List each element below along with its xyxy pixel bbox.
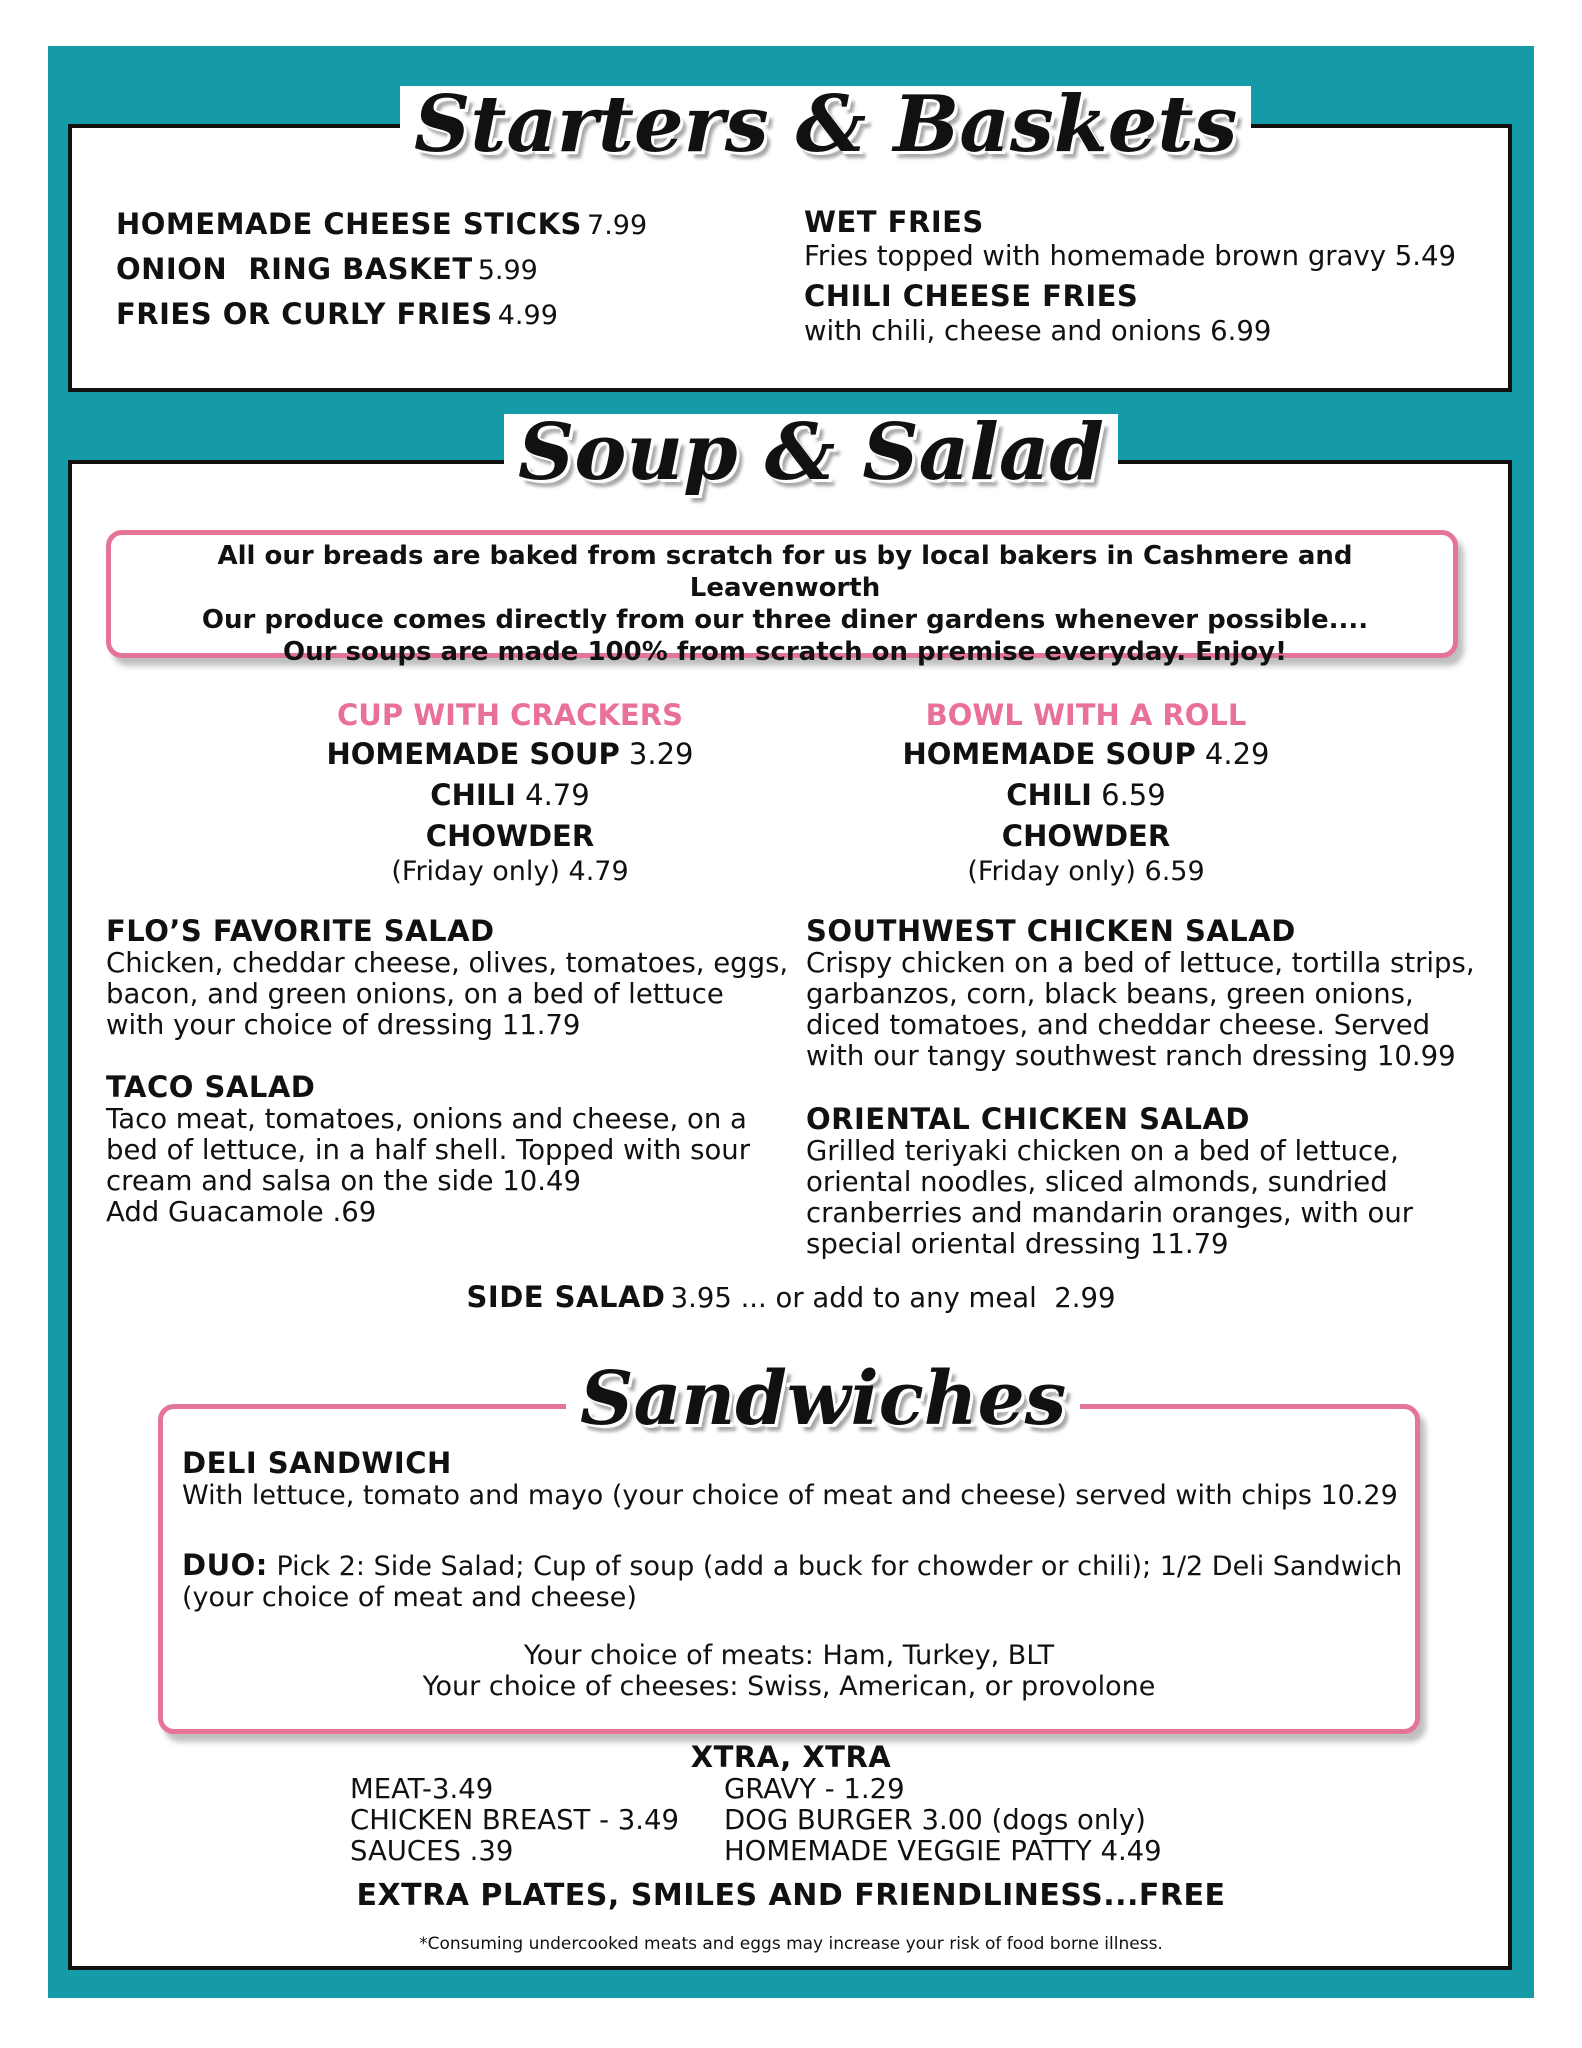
meats-choice: Your choice of meats: Ham, Turkey, BLT [523, 1640, 1055, 1671]
salad-desc-line: cranberries and mandarin oranges, with our [806, 1197, 1414, 1229]
salad-desc-line: bacon, and green onions, on a bed of lettuce [106, 978, 724, 1010]
cup-heading: CUP WITH CRACKERS [337, 698, 683, 732]
flo-salad [106, 914, 788, 1041]
salad-desc-line: Taco meat, tomatoes, onions and cheese, on a [106, 1103, 747, 1135]
cup-chili: CHILI 4.79 [430, 778, 590, 812]
southwest-salad [806, 914, 1475, 1072]
footnote: *Consuming undercooked meats and eggs may increase your risk of food borne illness. [419, 1934, 1163, 1954]
cup-soup: HOMEMADE SOUP 3.29 [326, 737, 694, 771]
notice-line: Our soups are made 100% from scratch on premise everyday. Enjoy! [283, 637, 1287, 667]
cup-column [290, 696, 730, 887]
salad-desc-line: Chicken, cheddar cheese, olives, tomatoes, eggs, [106, 947, 789, 979]
starter-item: ONION RING BASKET 5.99 [116, 252, 538, 286]
starter-item: HOMEMADE CHEESE STICKS 7.99 [116, 207, 648, 241]
salad-desc-line: Crispy chicken on a bed of lettuce, tortilla strips, [806, 947, 1475, 979]
notice-line: Our produce comes directly from our three diner gardens whenever possible.... [201, 605, 1369, 635]
bowl-chowder-note: (Friday only) 6.59 [967, 856, 1205, 887]
salad-desc-line: Grilled teriyaki chicken on a bed of lettuce, [806, 1135, 1399, 1167]
bread-notice [120, 540, 1450, 668]
deli-desc: With lettuce, tomato and mayo (your choice of meat and cheese) served with chips 10.29 [182, 1480, 1398, 1511]
duo-text-2: (your choice of meat and cheese) [182, 1582, 637, 1613]
salad-desc-line: cream and salsa on the side 10.49 [106, 1165, 582, 1197]
bowl-chowder: CHOWDER [1001, 819, 1171, 853]
salad-name: TACO SALAD [106, 1070, 316, 1104]
starter-item-name: WET FRIES [804, 205, 984, 239]
extras-left [350, 1774, 679, 1867]
extras-right [724, 1774, 1162, 1867]
duo-label: DUO: [182, 1548, 268, 1582]
deli-name: DELI SANDWICH [182, 1446, 452, 1480]
taco-salad [106, 1070, 750, 1228]
bowl-column [866, 696, 1306, 887]
salad-desc-line: diced tomatoes, and cheddar cheese. Served [806, 1009, 1431, 1041]
choices [158, 1640, 1420, 1702]
duo-text: Pick 2: Side Salad; Cup of soup (add a buck for chowder or chili); 1/2 Deli Sandwich [276, 1551, 1403, 1582]
salad-name: SOUTHWEST CHICKEN SALAD [806, 914, 1296, 948]
starter-item: FRIES OR CURLY FRIES 4.99 [116, 297, 558, 331]
salad-name: ORIENTAL CHICKEN SALAD [806, 1102, 1251, 1136]
extras-tagline: EXTRA PLATES, SMILES AND FRIENDLINESS...FREE [356, 1878, 1226, 1913]
side-salad: SIDE SALAD 3.95 ... or add to any meal 2.99 [466, 1280, 1116, 1314]
starter-item-desc: with chili, cheese and onions 6.99 [804, 315, 1272, 347]
starters-left-list [116, 204, 647, 339]
salad-desc-line: with your choice of dressing 11.79 [106, 1009, 581, 1041]
salad-name: FLO’S FAVORITE SALAD [106, 914, 495, 948]
bowl-heading: BOWL WITH A ROLL [925, 698, 1247, 732]
extras-heading: XTRA, XTRA [690, 1740, 892, 1774]
cheeses-choice: Your choice of cheeses: Swiss, American, or provolone [422, 1671, 1156, 1702]
extra-item: DOG BURGER 3.00 (dogs only) [724, 1804, 1146, 1836]
cup-chowder-note: (Friday only) 4.79 [391, 856, 629, 887]
salad-desc-line: Add Guacamole .69 [106, 1196, 377, 1228]
notice-line: All our breads are baked from scratch for us by local bakers in Cashmere and Leavenworth [217, 541, 1353, 603]
sandwiches-title: Sandwiches [566, 1362, 1080, 1436]
bowl-chili: CHILI 6.59 [1006, 778, 1166, 812]
duo [182, 1550, 1402, 1613]
extra-item: MEAT-3.49 [350, 1773, 494, 1805]
starters-right-list [804, 204, 1456, 346]
salad-desc-line: with our tangy southwest ranch dressing 10.99 [806, 1040, 1456, 1072]
starter-item-desc: Fries topped with homemade brown gravy 5.49 [804, 240, 1456, 272]
extra-item: CHICKEN BREAST - 3.49 [350, 1804, 679, 1836]
extra-item: GRAVY - 1.29 [724, 1773, 905, 1805]
starters-title: Starters & Baskets [400, 86, 1251, 164]
bowl-soup: HOMEMADE SOUP 4.29 [902, 737, 1270, 771]
oriental-salad [806, 1102, 1413, 1260]
extra-item: HOMEMADE VEGGIE PATTY 4.49 [724, 1835, 1162, 1867]
salad-desc-line: special oriental dressing 11.79 [806, 1228, 1229, 1260]
starter-item-name: CHILI CHEESE FRIES [804, 279, 1139, 313]
extra-item: SAUCES .39 [350, 1835, 514, 1867]
cup-chowder: CHOWDER [425, 819, 595, 853]
salad-desc-line: bed of lettuce, in a half shell. Topped with sour [106, 1134, 751, 1166]
soup-salad-title: Soup & Salad [504, 414, 1118, 492]
salad-desc-line: garbanzos, corn, black beans, green onions, [806, 978, 1414, 1010]
deli-sandwich [182, 1446, 1398, 1511]
salad-desc-line: oriental noodles, sliced almonds, sundried [806, 1166, 1388, 1198]
